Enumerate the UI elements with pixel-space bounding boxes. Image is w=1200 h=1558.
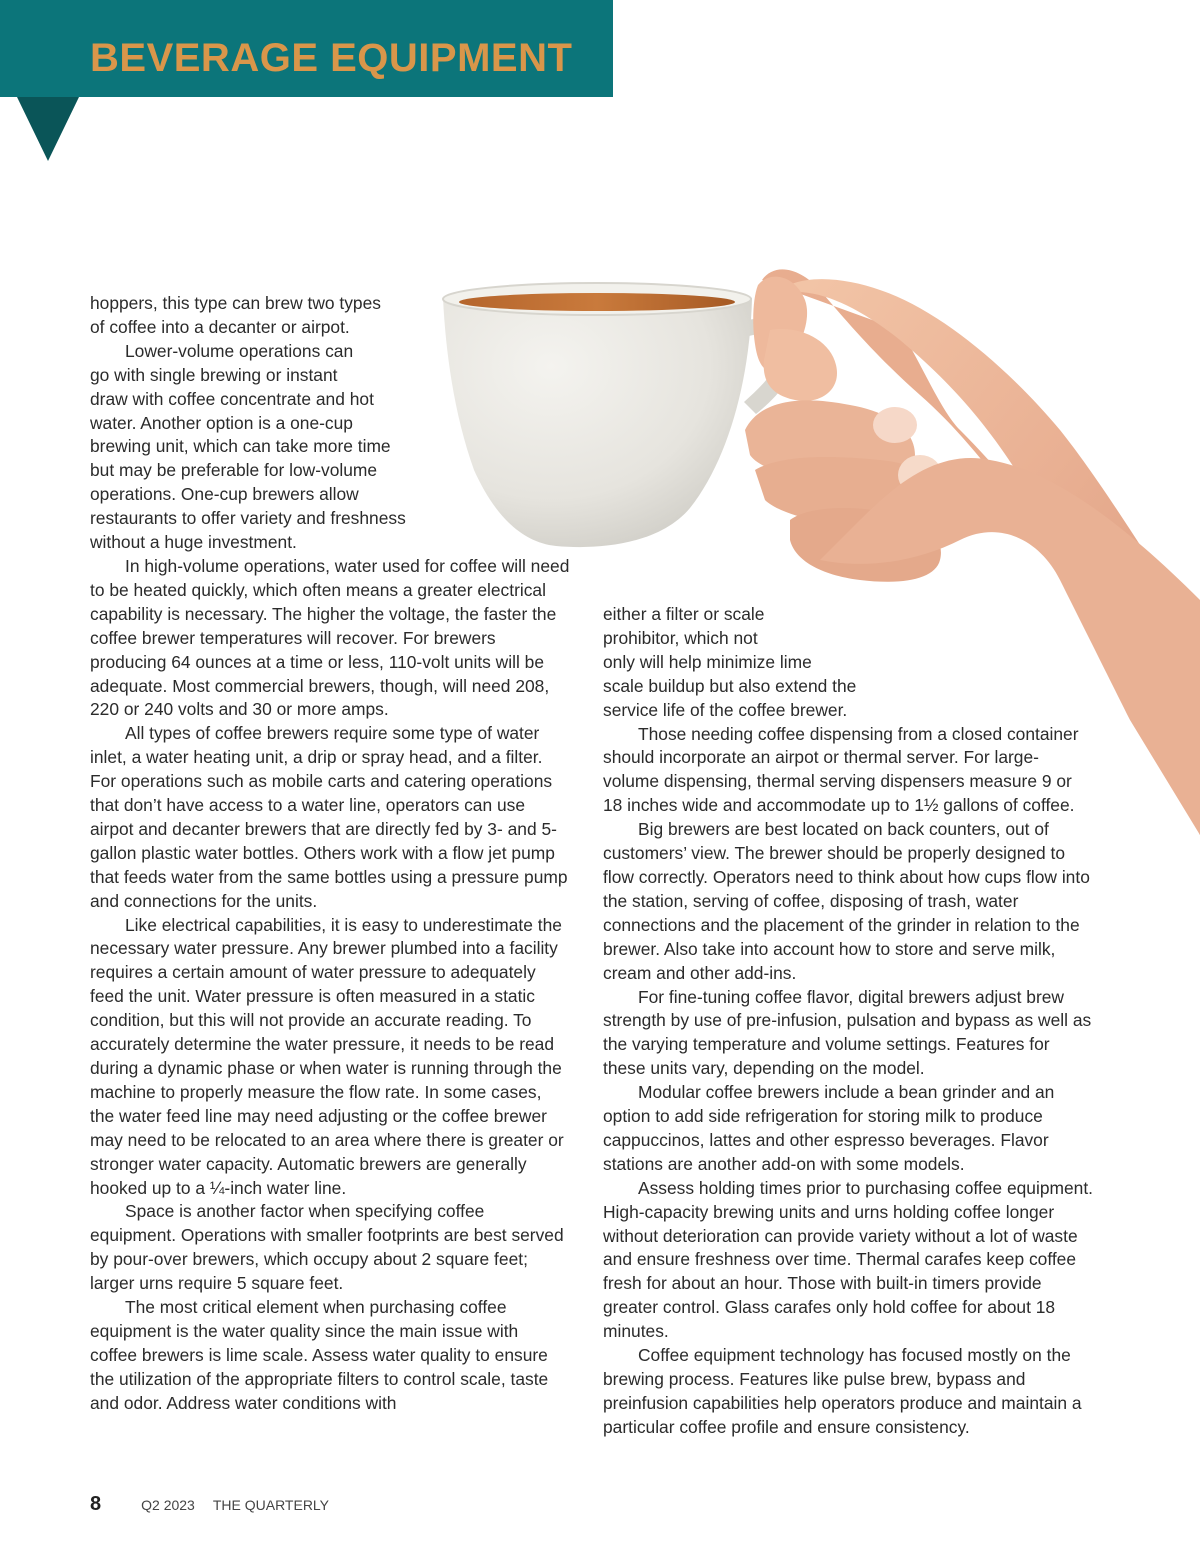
left-line: water. Another option is a one-cup	[90, 412, 353, 433]
left-line: draw with coffee concentrate and hot	[90, 388, 374, 409]
right-paragraph: Assess holding times prior to purchasing coffee equipment. High-capacity brewing units and urns holding coffee longer without deterioration can provide variety without a lot of waste and ensure freshness over time. Thermal carafes keep coffee fresh for about an hour. Those with built-in timers provide greater control. Glass carafes only hold coffee for about 18 minutes.	[603, 1177, 1093, 1342]
left-paragraph: Like electrical capabilities, it is easy to underestimate the necessary water pressure. Any brewer plumbed into a facility requires a certain amount of water pressure to adequately feed the unit. Water pressure is often measured in a static condition, but this will not provide an accurate reading. To accurately determine the water pressure, it needs to be read during a dynamic phase or when water is running through the machine to properly measure the flow rate. In some cases, the water feed line may need adjusting or the coffee brewer may need to be relocated to an area where there is greater or stronger water capacity. Automatic brewers are generally hooked up to a ¼-inch water line.	[90, 914, 564, 1198]
left-line: without a huge investment.	[90, 532, 297, 553]
left-line: brewing unit, which can take more time	[90, 436, 391, 457]
page-number: 8	[90, 1493, 102, 1515]
right-line: scale buildup but also extend the	[603, 675, 857, 696]
page-footer	[90, 1493, 329, 1517]
left-line: Lower-volume operations can	[125, 340, 354, 361]
left-paragraph: All types of coffee brewers require some type of water inlet, a water heating unit, a drip or spray head, and a filter. For operations such as mobile carts and catering operations that don’t have access to a water line, operators can use airpot and decanter brewers that are directly fed by 3- and 5-gallon plastic water bottles. Others work with a flow jet pump that feeds water from the same bottles using a pressure pump and connections for the units.	[90, 723, 568, 911]
text-wrap-spacer	[410, 292, 570, 542]
left-line: operations. One-cup brewers allow	[90, 484, 359, 505]
right-line: only will help minimize lime	[603, 651, 812, 672]
issue-date: Q2 2023	[141, 1497, 195, 1513]
right-paragraph: Modular coffee brewers include a bean grinder and an option to add side refrigeration for storing milk to produce cappuccinos, lattes and other espresso beverages. Flavor stations are another add-on with some models.	[603, 1082, 1055, 1174]
left-line: restaurants to offer variety and freshness	[90, 508, 406, 529]
left-paragraph: Space is another factor when specifying coffee equipment. Operations with smaller footprints are best served by pour-over brewers, which occupy about 2 square feet; larger urns require 5 square feet.	[90, 1201, 564, 1294]
right-line: prohibitor, which not	[603, 627, 758, 648]
left-line: but may be preferable for low-volume	[90, 460, 378, 481]
right-line: either a filter or scale	[603, 604, 765, 624]
left-paragraph: In high-volume operations, water used for coffee will need to be heated quickly, which often means a greater electrical capability is necessary. The higher the voltage, the faster the coffee brewer temperatures will recover. For brewers producing 64 ounces at a time or less, 110-volt units will be adequate. Most commercial brewers, though, will need 208, 220 or 240 volts and 30 or more amps.	[90, 555, 570, 720]
publication-name: THE QUARTERLY	[212, 1497, 330, 1513]
right-paragraph: Those needing coffee dispensing from a closed container should incorporate an airpot or thermal server. For large-volume dispensing, thermal serving dispensers measure 9 or 18 inches wide and accommodate up to 1½ gallons of coffee.	[603, 723, 1079, 816]
left-line: hoppers, this type can brew two types	[90, 293, 381, 313]
right-paragraph: Coffee equipment technology has focused mostly on the brewing process. Features like pulse brew, bypass and preinfusion capabilities help operators produce and maintain a particular coffee profile and ensure consistency.	[603, 1345, 1082, 1437]
left-paragraph: The most critical element when purchasing coffee equipment is the water quality since the main issue with coffee brewers is lime scale. Assess water quality to ensure the utilization of the appropriate filters to control scale, taste and odor. Address water conditions with	[90, 1297, 549, 1413]
right-paragraph: For fine-tuning coffee flavor, digital brewers adjust brew strength by use of pre-infusion, pulsation and bypass as well as the varying temperature and volume settings. Features for these units vary, depending on the model.	[603, 986, 1092, 1079]
right-paragraph: Big brewers are best located on back counters, out of customers’ view. The brewer should be properly designed to flow correctly. Operators need to think about how cups flow into the station, serving of coffee, disposing of trash, water connections and the placement of the grinder in relation to the brewer. Also take into account how to store and serve milk, cream and other add-ins.	[603, 819, 1090, 983]
section-title: BEVERAGE EQUIPMENT	[90, 36, 573, 80]
left-line: go with single brewing or instant	[90, 364, 338, 385]
left-line: of coffee into a decanter or airpot.	[90, 316, 350, 337]
right-line: service life of the coffee brewer.	[603, 699, 848, 720]
left-column	[90, 292, 570, 1416]
right-column	[603, 603, 1093, 1440]
